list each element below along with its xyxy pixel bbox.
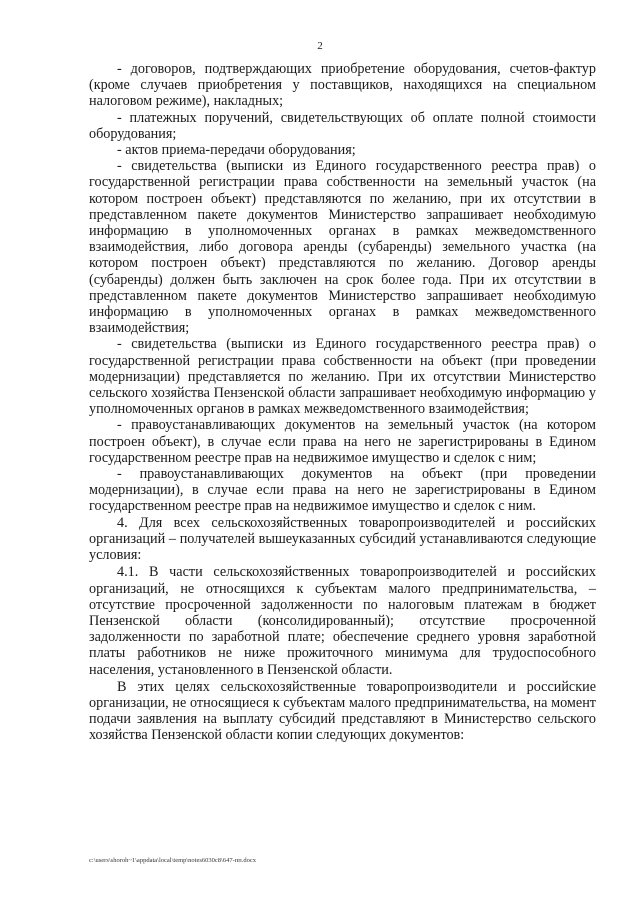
paragraph-land-title-docs: - правоустанавливающих документов на земельный участок (на котором построен объект), в случае если права на него не зарегистрированы в Едином государственном реестре прав на недвижимое имущество и сделок с ним; xyxy=(89,417,596,466)
paragraph-acceptance-acts: - актов приема-передачи оборудования; xyxy=(117,142,356,159)
paragraph-land-certificate: - свидетельства (выписки из Единого государственного реестра прав) о государственной регистрации права собственности на земельный участок (на котором построен объект) представляются по желанию, при их отсутствии в представленном пакете документов Министерство запрашивает необходимую информацию в уполномоченных органах в рамках межведомственного взаимодействия, либо договора аренды (субаренды) земельного участка (на котором построен объект) представляются по желанию. Договор аренды (субаренды) должен быть заключен на срок более года. При их отсутствии в представленном пакете документов Министерство запрашивает необходимую информацию в уполномоченных органах в рамках межведомственного взаимодействия; xyxy=(89,158,596,337)
paragraph-contracts: - договоров, подтверждающих приобретение оборудования, счетов-фактур (кроме случаев приобретения у поставщиков, находящихся на специальном налоговом режиме), накладных; xyxy=(89,61,596,110)
paragraph-required-documents: В этих целях сельскохозяйственные товаропроизводители и российские организации, не относящиеся к субъектам малого предпринимательства, на момент подачи заявления на выплату субсидий представляют в Министерство сельского хозяйства Пензенской области копии следующих документов: xyxy=(89,678,596,744)
document-body xyxy=(89,61,596,744)
paragraph-section-4-1: 4.1. В части сельскохозяйственных товаропроизводителей и российских организаций, не относящихся к субъектам малого предпринимательства, – отсутствие просроченной задолженности по налоговым платежам в бюджет Пензенской области (консолидированный); отсутствие просроченной задолженности по заработной плате; обеспечение среднего уровня заработной платы работников не ниже прожиточного минимума для трудоспособного населения, установленного в Пензенской области. xyxy=(89,564,596,678)
paragraph-object-title-docs: - правоустанавливающих документов на объект (при проведении модернизации), в случае если права на него не зарегистрированы в Едином государственном реестре прав на недвижимое имущество и сделок с ним. xyxy=(89,466,596,515)
paragraph-payment-orders: - платежных поручений, свидетельствующих об оплате полной стоимости оборудования; xyxy=(89,109,596,142)
footer-file-path: c:\users\shoroh~1\appdata\local\temp\notes6030c8\647-пп.docx xyxy=(89,857,256,864)
page-number: 2 xyxy=(317,40,323,52)
paragraph-object-certificate: - свидетельства (выписки из Единого государственного реестра прав) о государственной регистрации права собственности на объект (при проведении модернизации) представляется по желанию. При их отсутствии Министерство сельского хозяйства Пензенской области запрашивает необходимую информацию у уполномоченных органов в рамках межведомственного взаимодействия; xyxy=(89,336,596,418)
paragraph-section-4: 4. Для всех сельскохозяйственных товаропроизводителей и российских организаций – получателей вышеуказанных субсидий устанавливаются следующие условия: xyxy=(89,514,596,564)
